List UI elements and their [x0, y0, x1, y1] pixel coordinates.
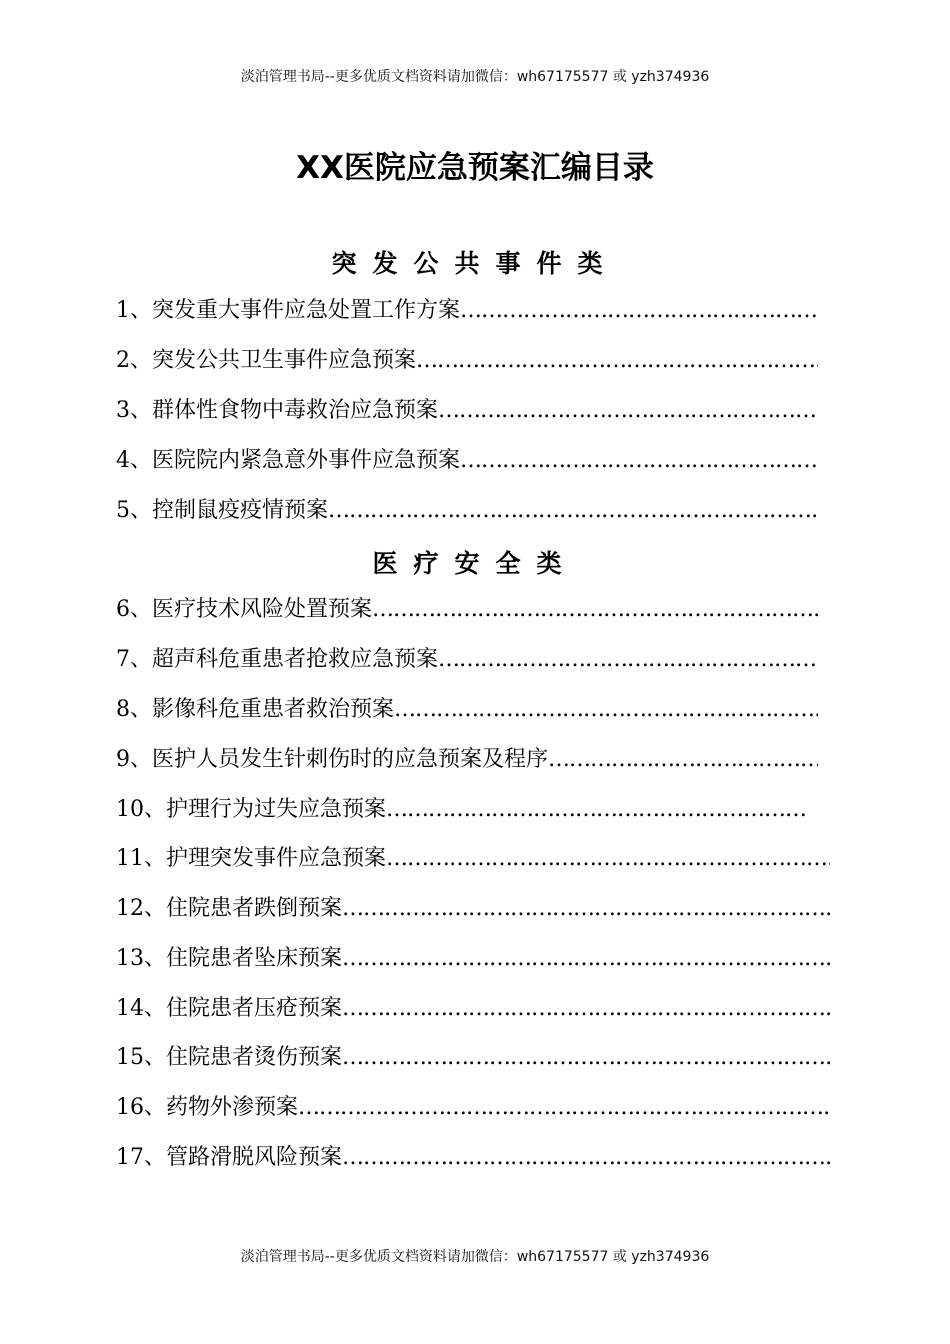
dot-leader	[548, 744, 818, 776]
toc-item-16[interactable]	[116, 1092, 830, 1124]
toc-item-7[interactable]	[116, 644, 818, 676]
dot-leader	[416, 345, 818, 377]
toc-item-label: 16、药物外渗预案	[116, 1095, 298, 1120]
toc-item-label: 6、医疗技术风险处置预案	[116, 597, 372, 622]
toc-item-label: 13、住院患者坠床预案	[116, 946, 342, 971]
toc-item-label: 9、医护人员发生针刺伤时的应急预案及程序	[116, 747, 548, 772]
toc-item-9[interactable]	[116, 744, 818, 776]
page-footer-note: 淡泊管理书局--更多优质文档资料请加微信：wh67175577 或 yzh374936	[240, 1249, 710, 1265]
toc-item-2[interactable]	[116, 345, 818, 377]
section-heading-public-events: 突发公共事件类	[331, 249, 619, 278]
toc-item-label: 10、护理行为过失应急预案	[116, 797, 386, 822]
page-header-note: 淡泊管理书局--更多优质文档资料请加微信：wh67175577 或 yzh374936	[240, 69, 710, 85]
toc-item-15[interactable]	[116, 1042, 830, 1074]
dot-leader	[386, 843, 830, 875]
toc-item-label: 3、群体性食物中毒救治应急预案	[116, 398, 438, 423]
toc-item-13[interactable]	[116, 943, 830, 975]
dot-leader	[342, 893, 830, 925]
toc-item-label: 4、医院院内紧急意外事件应急预案	[116, 448, 460, 473]
dot-leader	[438, 395, 818, 427]
dot-leader	[460, 445, 818, 477]
dot-leader	[342, 993, 830, 1025]
dot-leader	[342, 943, 830, 975]
dot-leader	[460, 295, 818, 327]
toc-item-label: 15、住院患者烫伤预案	[116, 1045, 342, 1070]
dot-leader	[372, 594, 818, 626]
toc-item-label: 1、突发重大事件应急处置工作方案	[116, 298, 460, 323]
dot-leader	[386, 794, 806, 826]
dot-leader	[342, 1142, 830, 1174]
toc-item-12[interactable]	[116, 893, 830, 925]
toc-item-5[interactable]	[116, 495, 818, 527]
toc-item-14[interactable]	[116, 993, 830, 1025]
dot-leader	[342, 1042, 830, 1074]
toc-item-4[interactable]	[116, 445, 818, 477]
toc-item-label: 2、突发公共卫生事件应急预案	[116, 348, 416, 373]
toc-item-label: 7、超声科危重患者抢救应急预案	[116, 647, 438, 672]
toc-item-1[interactable]	[116, 295, 818, 327]
toc-item-label: 14、住院患者压疮预案	[116, 996, 342, 1021]
document-title: XX医院应急预案汇编目录	[296, 150, 654, 186]
toc-item-label: 12、住院患者跌倒预案	[116, 896, 342, 921]
toc-item-8[interactable]	[116, 694, 818, 726]
section-heading-medical-safety: 医疗安全类	[372, 549, 578, 578]
toc-item-3[interactable]	[116, 395, 818, 427]
toc-item-11[interactable]	[116, 843, 830, 875]
toc-item-label: 8、影像科危重患者救治预案	[116, 697, 394, 722]
dot-leader	[328, 495, 818, 527]
dot-leader	[394, 694, 818, 726]
toc-item-17[interactable]	[116, 1142, 830, 1174]
dot-leader	[298, 1092, 830, 1124]
toc-item-10[interactable]	[116, 794, 806, 826]
toc-item-label: 5、控制鼠疫疫情预案	[116, 498, 328, 523]
toc-item-label: 11、护理突发事件应急预案	[116, 846, 386, 871]
toc-item-6[interactable]	[116, 594, 818, 626]
dot-leader	[438, 644, 818, 676]
toc-item-label: 17、管路滑脱风险预案	[116, 1145, 342, 1170]
